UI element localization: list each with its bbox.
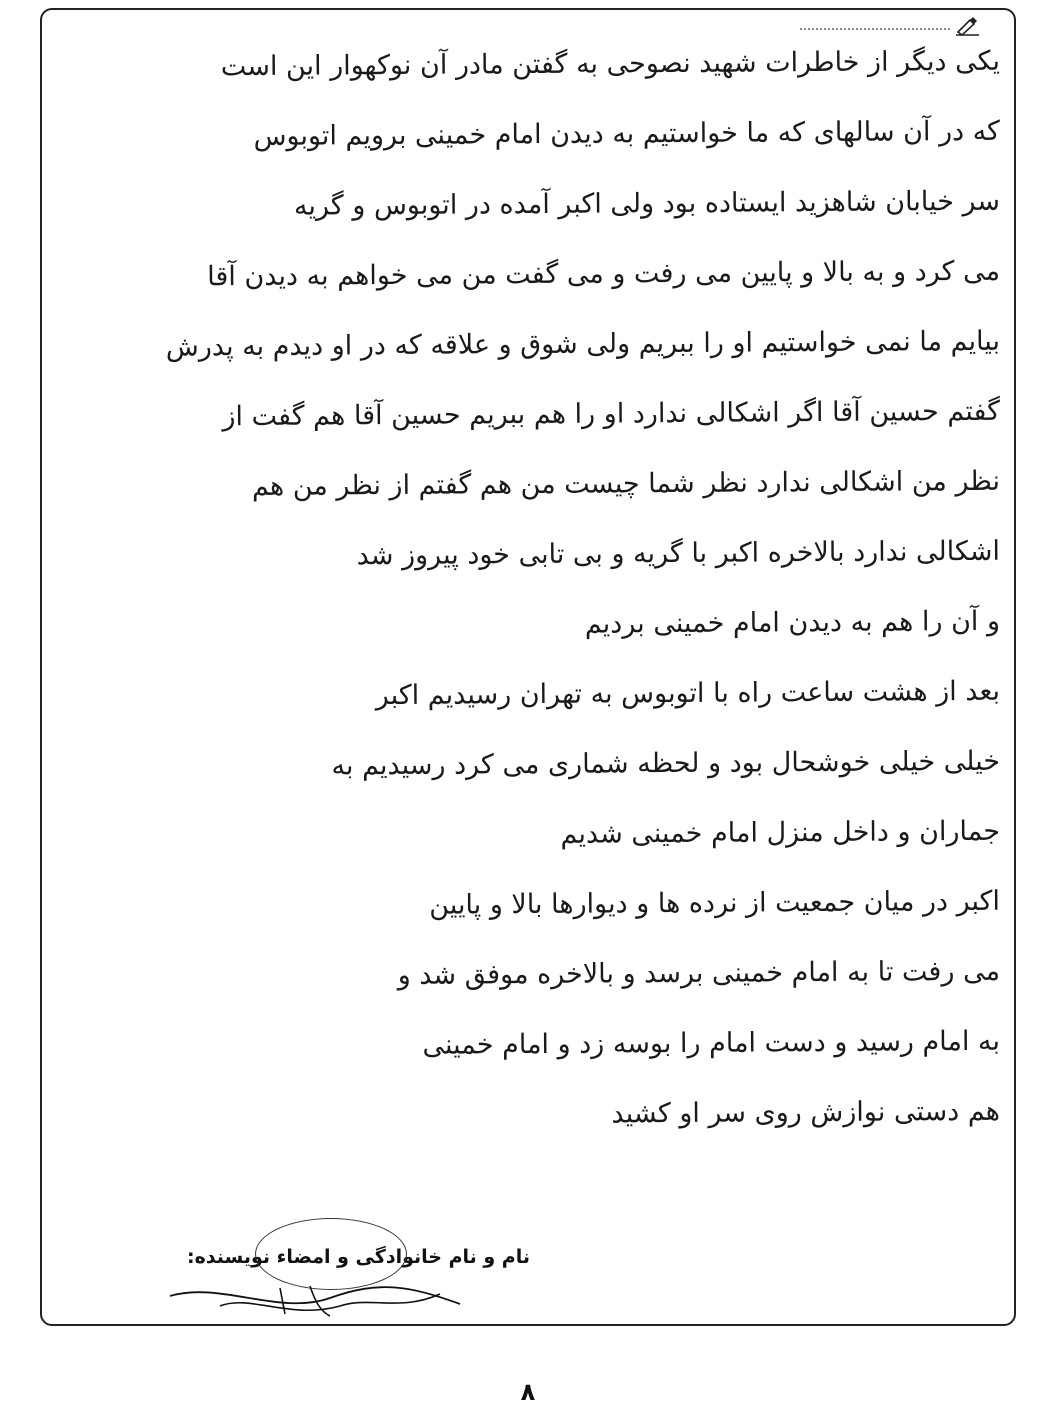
text-line: که در آن سالهای که ما خواستیم به دیدن امام خمینی برویم اتوبوس [253,115,1001,152]
text-line: نظر من اشکالی ندارد نظر شما چیست من هم گفتم از نظر من هم [251,465,1001,502]
text-line: جماران و داخل منزل امام خمینی شدیم [560,815,1001,850]
text-line: اکبر در میان جمعیت از نرده ها و دیوارها بالا و پایین [429,885,1001,921]
signature-label: نام و نام خانوادگی و امضاء نویسنده: [186,1246,530,1268]
text-line: به امام رسید و دست امام را بوسه زد و امام خمینی [422,1025,1001,1061]
text-line: گفتم حسین آقا اگر اشکالی ندارد او را هم ببریم حسین آقا هم گفت از [222,395,1001,433]
text-line: یکی دیگر از خاطرات شهید نصوحی به گفتن مادر آن نوکهوار این است [220,45,1001,83]
text-line: می رفت تا به امام خمینی برسد و بالاخره موفق شد و [397,955,1001,991]
handwritten-signature [160,1276,480,1326]
handwritten-text [70,30,1000,1150]
text-line: بعد از هشت ساعت راه با اتوبوس به تهران رسیدیم اکبر [375,675,1001,712]
text-line: اشکالی ندارد بالاخره اکبر با گریه و بی تابی خود پیروز شد [356,535,1001,572]
text-line: خیلی خیلی خوشحال بود و لحظه شماری می کرد رسیدیم به [331,745,1001,782]
text-line: می کرد و به بالا و پایین می رفت و می گفت من می خواهم به دیدن آقا [207,255,1001,293]
text-line: بیایم ما نمی خواستیم او را ببریم ولی شوق و علاقه که در او دیدم به پدرش [165,325,1001,363]
text-line: و آن را هم به دیدن امام خمینی بردیم [584,605,1001,640]
page-number: ۸ [520,1378,536,1406]
text-line: سر خیابان شاهزید ایستاده بود ولی اکبر آمده در اتوبوس و گریه [293,185,1001,222]
text-line: هم دستی نوازش روی سر او کشید [611,1095,1001,1130]
